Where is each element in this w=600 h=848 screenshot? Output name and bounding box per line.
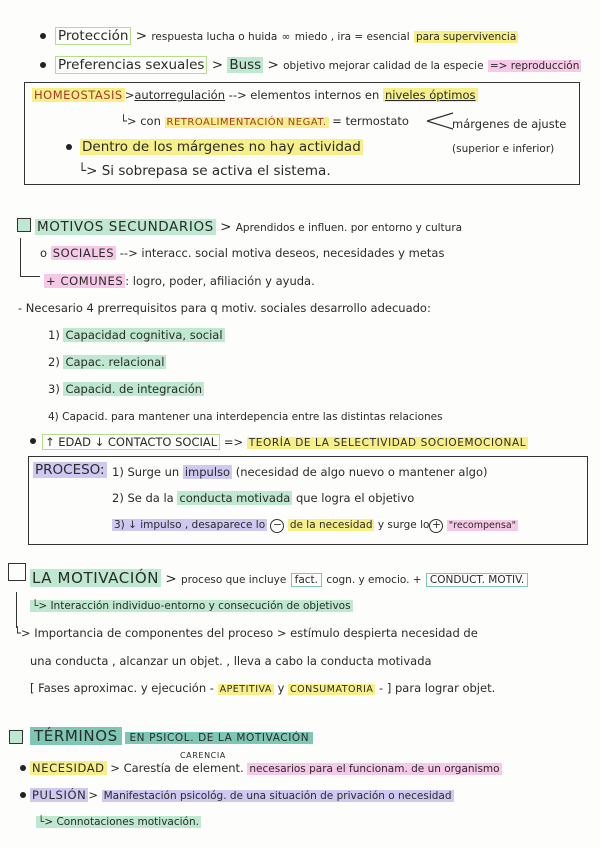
prerrequisito-item: 3) Capacid. de integración	[48, 382, 203, 396]
conducta-line: una conducta , alcanzar un objet. , lleva a cabo la conducta motivada	[30, 654, 432, 668]
necesidad-line: NECESIDAD > Carestía de element. necesarios para el funcionam. de un organismo	[32, 761, 500, 775]
importancia-line: └> Importancia de componentes del proceso > estímulo despierta necesidad de	[14, 626, 478, 640]
branch-icon	[425, 110, 455, 132]
checkbox-icon	[9, 730, 23, 744]
checkbox-icon	[8, 563, 26, 581]
terminos-title: TÉRMINOS	[30, 727, 122, 745]
preferencias-line: Preferencias sexuales > Buss > objetivo mejorar calidad de la especie => reproducción	[55, 57, 581, 74]
prerrequisito-item: 4) Capacid. para mantener una interdepencia entre las distintas relaciones	[48, 411, 443, 423]
homeostasis-line: HOMEOSTASIS >autorregulación --> elementos internos en niveles óptimos	[34, 88, 476, 102]
proceso-step: 2) Se da la conducta motivada que logra el objetivo	[112, 491, 415, 505]
la-motivacion-title: LA MOTIVACIÓN	[32, 569, 160, 587]
sociales-line: o SOCIALES --> interacc. social motiva deseos, necesidades y metas	[40, 246, 445, 260]
fases-line: [ Fases aproximac. y ejecución - APETITIVA y CONSUMATORIA - ] para lograr objet.	[30, 681, 496, 695]
buss-author: Buss	[229, 57, 262, 73]
motivos-secundarios-line: MOTIVOS SECUNDARIOS > Aprendidos e influen. por entorno y cultura	[37, 219, 463, 235]
infinity-icon: ∞	[281, 31, 291, 43]
carencia-note: CARENCIA	[180, 751, 226, 760]
teoria-selectividad: TEORÍA DE LA SELECTIVIDAD SOCIOEMOCIONAL	[248, 437, 527, 449]
bullet	[30, 438, 36, 444]
proteccion-line: Protección > respuesta lucha o huida ∞ miedo , ira = esencial para supervivencia	[55, 28, 518, 45]
margenes-label: márgenes de ajuste	[452, 117, 567, 131]
homeostasis-term: HOMEOSTASIS	[34, 88, 123, 102]
conduct-motiv-box: CONDUCT. MOTIV.	[426, 573, 528, 587]
tree-line	[20, 238, 21, 276]
proceso-label: PROCESO:	[35, 462, 105, 478]
comunes-line: + COMUNES : logro, poder, afiliación y ayuda.	[46, 274, 315, 288]
prerrequisito-item: 1) Capacidad cognitiva, social	[48, 328, 223, 342]
proceso-step: 3) ↓ impulso , desaparece lo − de la necesidad y surge lo + "recompensa"	[114, 519, 517, 531]
motivos-secundarios-title: MOTIVOS SECUNDARIOS	[37, 219, 214, 235]
terminos-line: TÉRMINOS EN PSICOL. DE LA MOTIVACIÓN	[30, 728, 313, 746]
interaccion-line: └> Interacción individuo-entorno y consecución de objetivos	[32, 600, 351, 612]
la-motivacion-line: LA MOTIVACIÓN > proceso que incluye fact. cogn. y emocio. + CONDUCT. MOTIV.	[30, 570, 528, 588]
bullet	[20, 792, 26, 798]
tree-line	[20, 276, 40, 277]
sobrepasa-line: └> Si sobrepasa se activa el sistema.	[78, 163, 331, 179]
bullet	[40, 33, 46, 39]
checkbox-icon	[17, 218, 31, 232]
edad-line: ↑ EDAD ↓ CONTACTO SOCIAL => TEORÍA DE LA SELECTIVIDAD SOCIOEMOCIONAL	[42, 434, 528, 451]
superior-inferior-label: (superior e inferior)	[452, 143, 555, 155]
necesidad-term: NECESIDAD	[32, 761, 105, 775]
tree-line	[16, 592, 17, 628]
bullet	[66, 144, 72, 150]
preferencias-term: Preferencias sexuales	[55, 56, 207, 74]
proceso-step: 1) Surge un impulso (necesidad de algo nuevo o mantener algo)	[112, 465, 488, 479]
pulsion-line: PULSIÓN > Manifestación psicológ. de una situación de privación o necesidad	[32, 788, 452, 802]
prerrequisito-item: 2) Capac. relacional	[48, 355, 165, 369]
prerrequisitos-line: - Necesario 4 prerrequisitos para q motiv. sociales desarrollo adecuado:	[18, 301, 431, 315]
plus-circle-icon: +	[429, 519, 443, 533]
retroalimentacion-line: └> con RETROALIMENTACIÓN NEGAT. = termostato	[120, 114, 409, 128]
proteccion-term: Protección	[55, 27, 131, 45]
bullet	[20, 765, 26, 771]
edad-box: ↑ EDAD ↓ CONTACTO SOCIAL	[42, 434, 220, 450]
bullet	[40, 62, 46, 68]
connotaciones-line: └> Connotaciones motivación.	[38, 816, 199, 828]
pulsion-term: PULSIÓN	[32, 788, 87, 802]
minus-circle-icon: −	[270, 519, 284, 533]
dentro-line: Dentro de los márgenes no hay actividad	[82, 139, 361, 155]
